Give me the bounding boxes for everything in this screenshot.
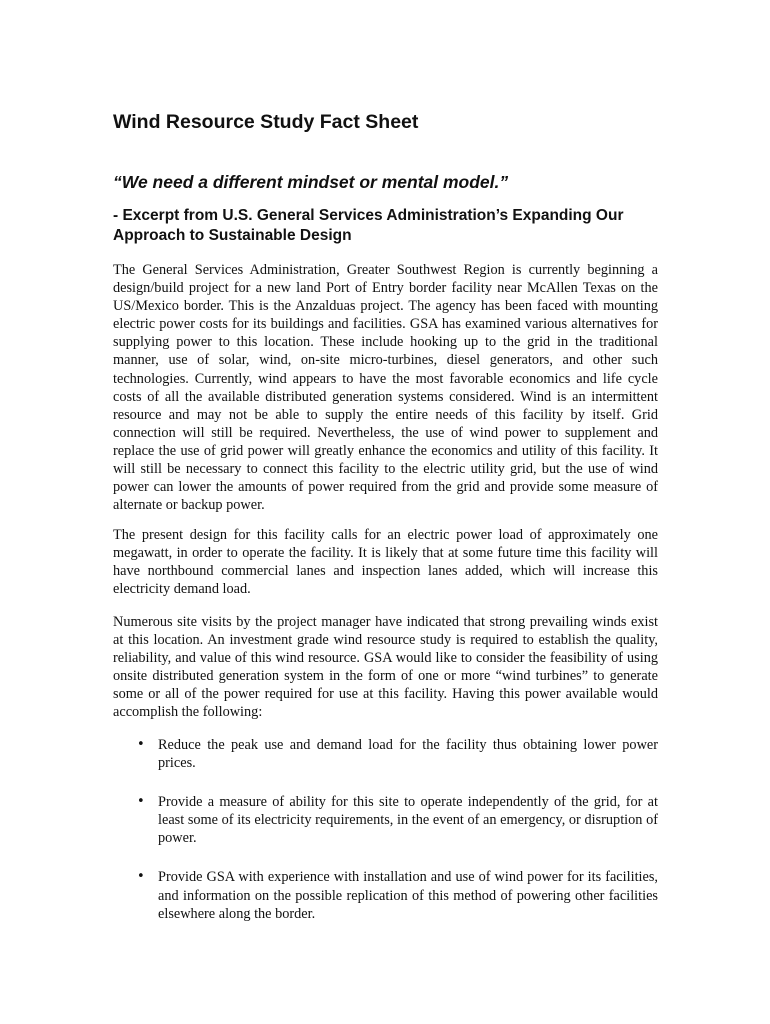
document-title: Wind Resource Study Fact Sheet bbox=[113, 111, 419, 133]
bullet-icon: • bbox=[137, 794, 145, 810]
list-item-text: Reduce the peak use and demand load for the facility thus obtaining lower power prices. bbox=[158, 737, 658, 772]
list-item-text: Provide GSA with experience with installation and use of wind power for its facilities, and information on the possible replication of this method of powering other facilities elsewhere along the border. bbox=[158, 869, 658, 922]
bullet-icon: • bbox=[137, 869, 145, 885]
paragraph-intro: The General Services Administration, Greater Southwest Region is currently beginning a design/build project for a new land Port of Entry border facility near McAllen Texas on the US/Mexico border. This is the Anzalduas project. The agency has been faced with mounting electric power costs for its buildings and facilities. GSA has examined various alternatives for supplying power to this location. These include hooking up to the grid in the traditional manner, use of solar, wind, on-site micro-turbines, diesel generators, and other such technologies. Currently, wind appears to have the most favorable economics and life cycle costs of all the available distributed generation systems considered. Wind is an intermittent resource and may not be able to supply the entire needs of this facility by itself. Grid connection will still be required. Nevertheless, the use of wind power to supplement and replace the use of grid power will greatly enhance the economics and utility of this facility. It will still be necessary to connect this facility to the electric utility grid, but the use of wind power can lower the amounts of power required from the grid and provide some measure of alternate or backup power. bbox=[113, 262, 658, 514]
excerpt-attribution: - Excerpt from U.S. General Services Administration’s Expanding Our Approach to Sustainable Design bbox=[113, 207, 624, 244]
list-item bbox=[113, 736, 658, 772]
paragraph-design-load: The present design for this facility calls for an electric power load of approximately one megawatt, in order to operate the facility. It is likely that at some future time this facility will have northbound commercial lanes and inspection lanes added, which will increase this electricity demand load. bbox=[113, 527, 658, 598]
list-item bbox=[113, 793, 658, 847]
bullet-icon: • bbox=[137, 737, 145, 752]
benefits-list bbox=[113, 736, 658, 944]
quote: “We need a different mindset or mental model.” bbox=[113, 172, 509, 192]
list-item-text: Provide a measure of ability for this site to operate independently of the grid, for at least some of its electricity requirements, in the event of an emergency, or disruption of power. bbox=[158, 794, 658, 847]
list-item bbox=[113, 868, 658, 922]
paragraph-site-visits: Numerous site visits by the project manager have indicated that strong prevailing winds exist at this location. An investment grade wind resource study is required to establish the quality, reliability, and value of this wind resource. GSA would like to consider the feasibility of using onsite distributed generation system in the form of one or more “wind turbines” to generate some or all of the power required for use at this facility. Having this power available would accomplish the following: bbox=[113, 614, 658, 721]
